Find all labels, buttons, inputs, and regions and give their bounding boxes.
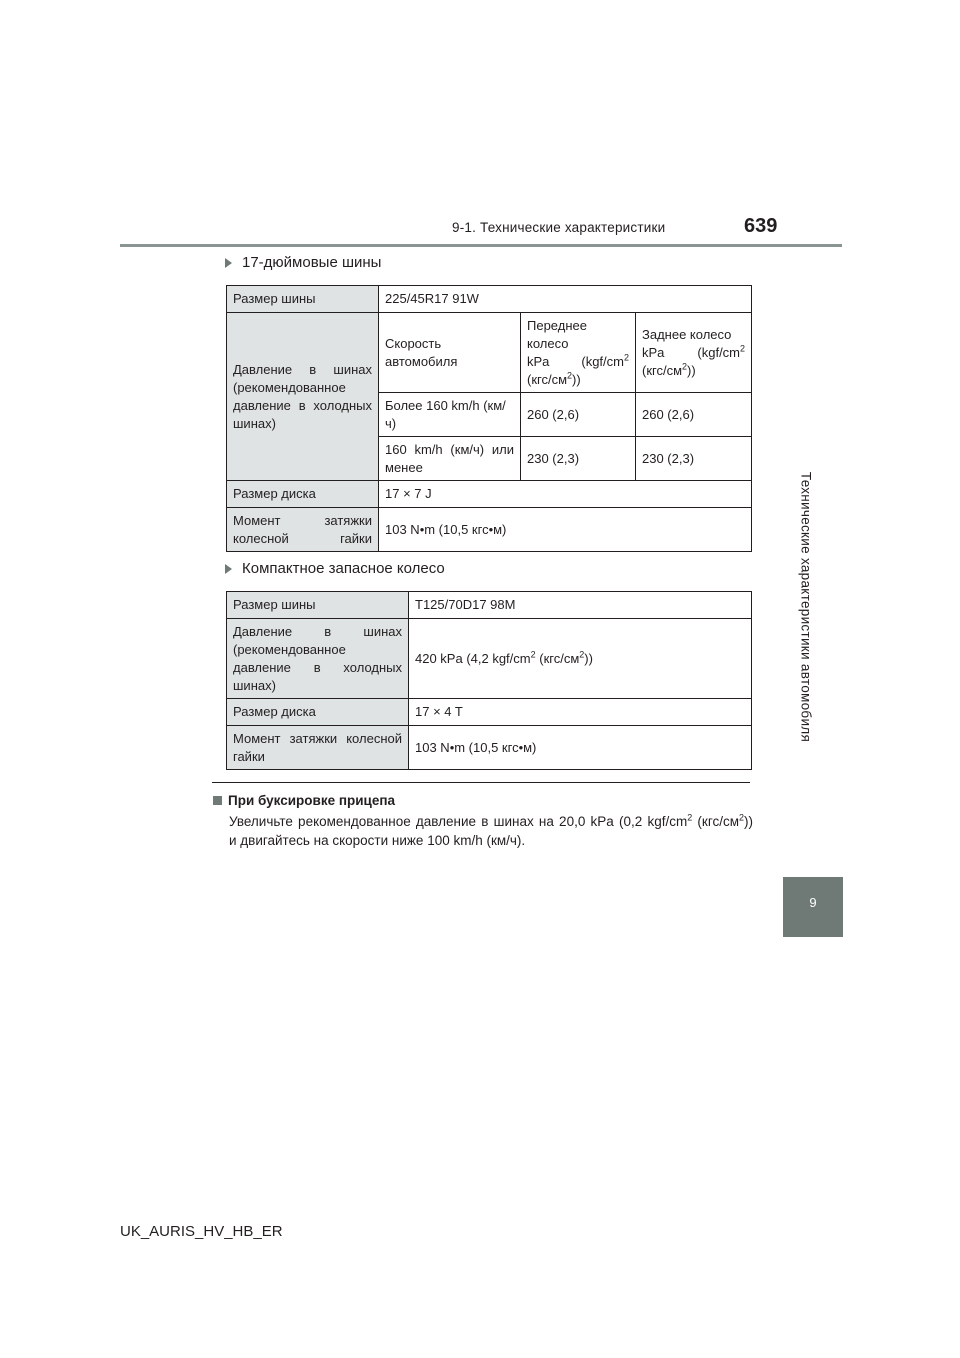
triangle-bullet-icon bbox=[225, 258, 232, 268]
pressure-label: Давление в шинах (рекомендованное давление в холодных шинах) bbox=[233, 361, 372, 431]
pressure-label-cell bbox=[227, 313, 379, 481]
spare-pressure-label-cell bbox=[227, 619, 409, 699]
front-wheel-unit: kPa ($kgf/cm^2$ bbox=[527, 352, 629, 369]
spare-pressure-value: 420 kPa (4,2 kgf/$cm^2$ $(кгс/см^2)$) bbox=[409, 619, 752, 699]
torque-value: 103 N•m (10,5 кгс•м) bbox=[379, 508, 752, 552]
tire-spec-table-spare bbox=[226, 591, 752, 770]
heading-17-inch-text: 17-дюймовые шины bbox=[242, 254, 382, 271]
square-bullet-icon bbox=[213, 796, 222, 805]
side-chapter-title-text: Технические характеристики автомобиля bbox=[798, 471, 814, 743]
tire-size-value: 225/45R17 91W bbox=[379, 286, 752, 313]
table-row bbox=[227, 481, 752, 508]
page-number: 639 bbox=[744, 215, 778, 237]
note-divider bbox=[212, 782, 750, 783]
speed-row-2: 160 km/h (км/ч) или менее bbox=[385, 441, 514, 475]
heading-compact-spare-text: Компактное запасное колесо bbox=[242, 560, 445, 577]
header-divider bbox=[120, 244, 842, 247]
table-row bbox=[227, 286, 752, 313]
chapter-number: 9 bbox=[809, 895, 817, 910]
spare-tire-size-value: T125/70D17 98M bbox=[409, 592, 752, 619]
note-body bbox=[229, 812, 753, 850]
table-row bbox=[227, 699, 752, 726]
spare-torque-value: 103 N•m (10,5 кгс•м) bbox=[409, 726, 752, 770]
rear-wheel-unit: kPa ($kgf/cm^2$ bbox=[642, 343, 746, 360]
table-row bbox=[227, 313, 752, 393]
rear-wheel-title: Заднее колесо bbox=[642, 326, 732, 342]
note-heading bbox=[213, 793, 395, 808]
table-row bbox=[227, 619, 752, 699]
tire-size-label: Размер шины bbox=[227, 286, 379, 313]
front-pressure-row-1: 260 (2,6) bbox=[521, 393, 636, 437]
rear-wheel-header: Заднее колесо kPa ($kgf/cm^2$ $(кгс/см^2)$) bbox=[636, 313, 752, 393]
document-code: UK_AURIS_HV_HB_ER bbox=[120, 1223, 283, 1240]
speed-header: Скорость автомобиля bbox=[379, 313, 521, 393]
table-row bbox=[227, 508, 752, 552]
note-heading-text: При буксировке прицепа bbox=[228, 793, 396, 808]
table-row bbox=[227, 726, 752, 770]
spare-wheel-size-value: 17 × 4 T bbox=[409, 699, 752, 726]
front-wheel-header: Переднее колесо kPa ($kgf/cm^2$ $(кгс/см^2)$) bbox=[521, 313, 636, 393]
rear-pressure-row-1: 260 (2,6) bbox=[636, 393, 752, 437]
spare-pressure-label: Давление в шинах (рекомендованное давление в холодных шинах) bbox=[233, 623, 402, 693]
heading-compact-spare bbox=[225, 560, 445, 577]
wheel-size-value: 17 × 7 J bbox=[379, 481, 752, 508]
tire-spec-table-17 bbox=[226, 285, 752, 552]
note-line-1: Увеличьте рекомендованное давление в шинах на 20,0 kPa (0,2 kgf/$cm^2$ $(кгс/см^2)$) bbox=[229, 812, 753, 829]
torque-label-cell bbox=[227, 508, 379, 552]
section-title: 9-1. Технические характеристики bbox=[452, 220, 666, 235]
spare-wheel-size-label: Размер диска bbox=[227, 699, 409, 726]
rear-wheel-unit-ru: (кгс/см bbox=[642, 362, 683, 378]
wheel-size-label: Размер диска bbox=[227, 481, 379, 508]
speed-row-2-cell bbox=[379, 437, 521, 481]
torque-label: Момент затяжки колесной гайки bbox=[233, 512, 372, 546]
note-line-2: и двигайтесь на скорости ниже 100 km/h (км/ч). bbox=[229, 833, 526, 848]
table-row bbox=[227, 592, 752, 619]
spare-torque-label-cell bbox=[227, 726, 409, 770]
spare-tire-size-label: Размер шины bbox=[227, 592, 409, 619]
front-wheel-unit-ru: (кгс/см bbox=[527, 371, 568, 387]
speed-row-1: Более 160 km/h (км/ч) bbox=[379, 393, 521, 437]
heading-17-inch bbox=[225, 254, 381, 271]
triangle-bullet-icon bbox=[225, 564, 232, 574]
front-wheel-title: Переднее колесо bbox=[527, 317, 587, 351]
chapter-tab bbox=[783, 877, 843, 937]
spare-torque-label: Момент затяжки колесной гайки bbox=[233, 730, 402, 764]
front-pressure-row-2: 230 (2,3) bbox=[521, 437, 636, 481]
rear-pressure-row-2: 230 (2,3) bbox=[636, 437, 752, 481]
